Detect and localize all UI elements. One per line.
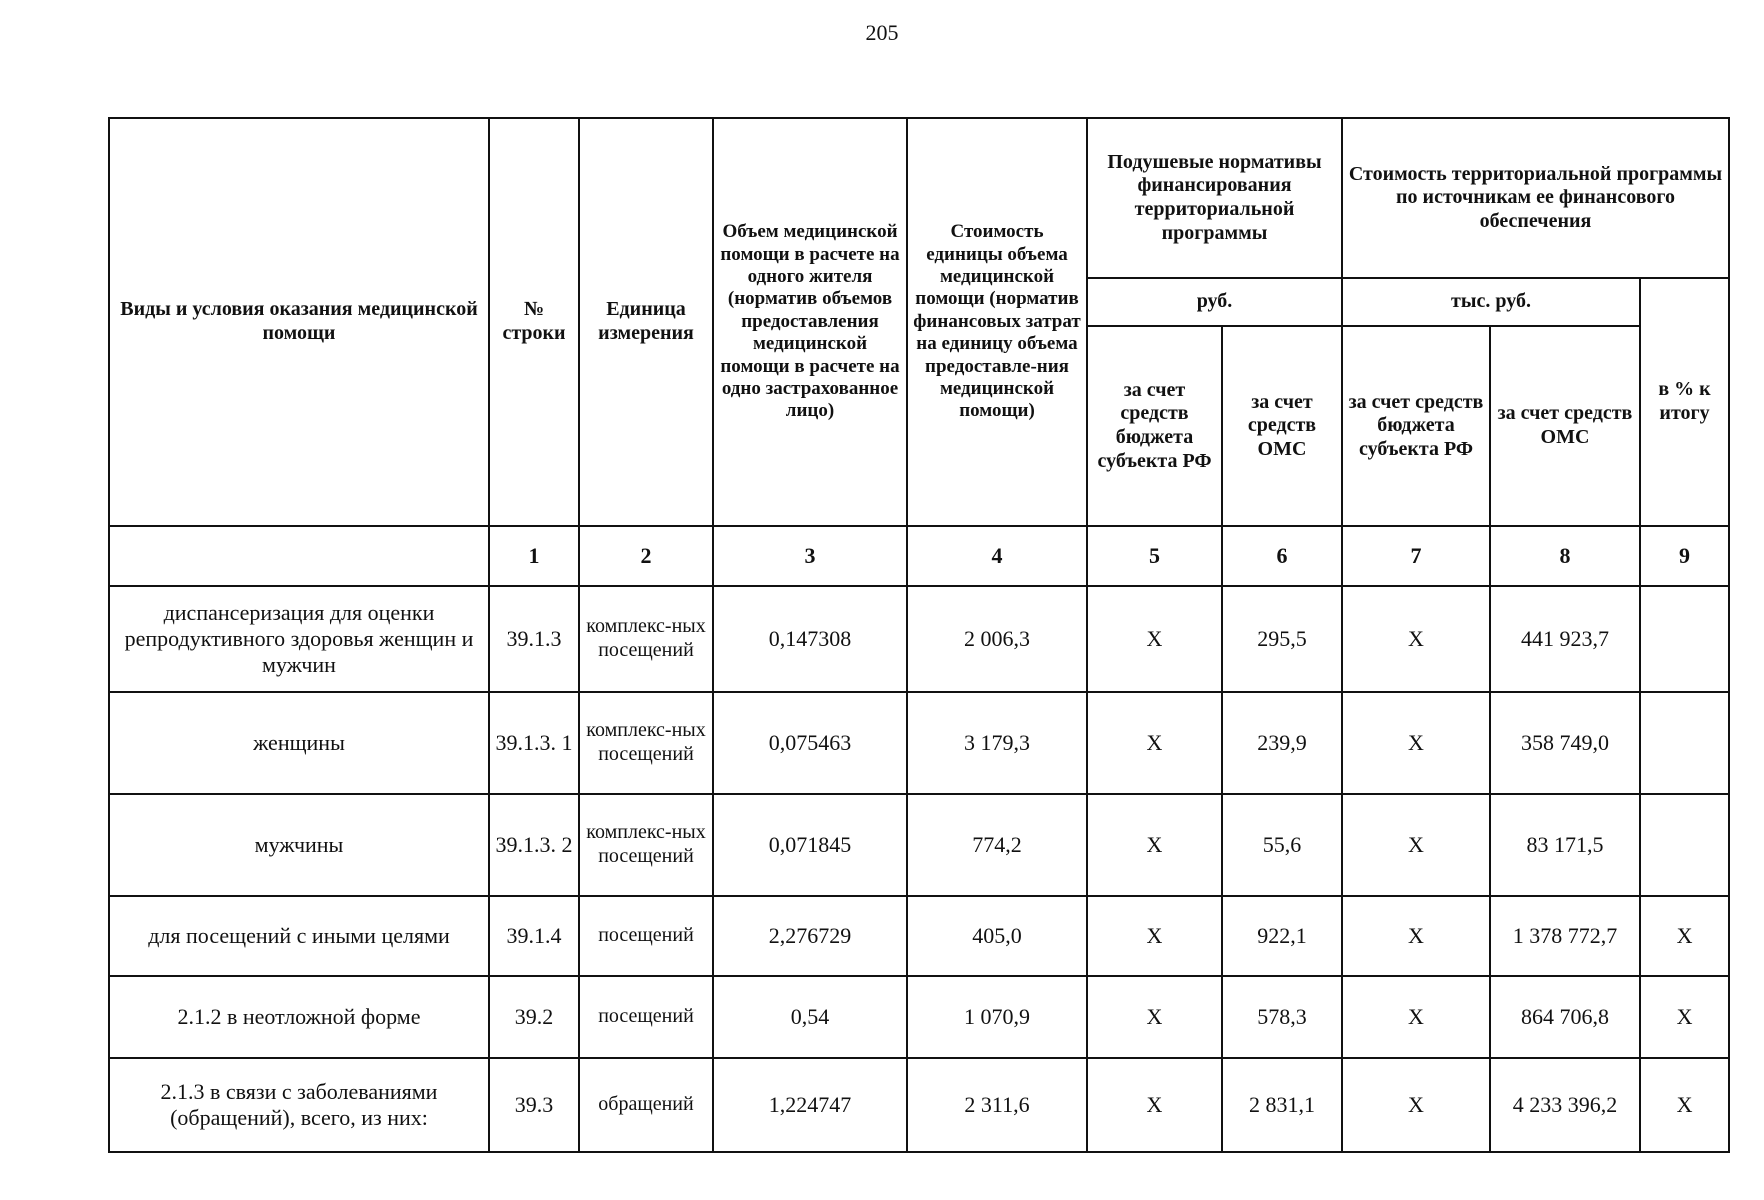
row-number: 39.1.3. 2 <box>489 794 579 896</box>
header-program-cost-group: Стоимость территориальной программы по источникам ее финансового обеспечения <box>1342 118 1729 278</box>
row-number: 39.2 <box>489 976 579 1058</box>
row-rub-budget: X <box>1087 1058 1222 1152</box>
row-cost: 2 311,6 <box>907 1058 1087 1152</box>
row-thr-budget: X <box>1342 692 1490 794</box>
row-unit: обращений <box>579 1058 713 1152</box>
row-cost: 2 006,3 <box>907 586 1087 692</box>
header-thr-oms: за счет средств ОМС <box>1490 326 1640 526</box>
table-row <box>109 692 1729 794</box>
row-thr-oms: 358 749,0 <box>1490 692 1640 794</box>
row-number: 39.1.3. 1 <box>489 692 579 794</box>
row-volume: 0,54 <box>713 976 907 1058</box>
row-thr-budget: X <box>1342 1058 1490 1152</box>
row-percent <box>1640 794 1729 896</box>
row-percent <box>1640 692 1729 794</box>
row-rub-budget: X <box>1087 692 1222 794</box>
row-cost: 774,2 <box>907 794 1087 896</box>
header-unit: Единица измерения <box>579 118 713 526</box>
row-rub-budget: X <box>1087 976 1222 1058</box>
row-rub-oms: 55,6 <box>1222 794 1342 896</box>
row-percent: X <box>1640 896 1729 976</box>
row-unit: посещений <box>579 896 713 976</box>
row-rub-oms: 578,3 <box>1222 976 1342 1058</box>
row-kind: 2.1.2 в неотложной форме <box>109 976 489 1058</box>
row-thr-budget: X <box>1342 976 1490 1058</box>
column-number: 5 <box>1087 526 1222 586</box>
row-thr-oms: 4 233 396,2 <box>1490 1058 1640 1152</box>
row-volume: 0,075463 <box>713 692 907 794</box>
row-volume: 0,147308 <box>713 586 907 692</box>
row-volume: 1,224747 <box>713 1058 907 1152</box>
header-thr-budget: за счет средств бюджета субъекта РФ <box>1342 326 1490 526</box>
column-number-blank <box>109 526 489 586</box>
header-row-no: № строки <box>489 118 579 526</box>
row-thr-oms: 1 378 772,7 <box>1490 896 1640 976</box>
column-number: 9 <box>1640 526 1729 586</box>
row-cost: 1 070,9 <box>907 976 1087 1058</box>
column-number: 1 <box>489 526 579 586</box>
header-row-1 <box>109 118 1729 278</box>
table-row <box>109 1058 1729 1152</box>
header-unit-thousand-rub: тыс. руб. <box>1342 278 1640 326</box>
row-rub-oms: 2 831,1 <box>1222 1058 1342 1152</box>
row-percent <box>1640 586 1729 692</box>
row-number: 39.3 <box>489 1058 579 1152</box>
row-thr-budget: X <box>1342 586 1490 692</box>
row-unit: комплекс-ных посещений <box>579 692 713 794</box>
header-unit-rub: руб. <box>1087 278 1342 326</box>
row-rub-budget: X <box>1087 794 1222 896</box>
table-row <box>109 586 1729 692</box>
column-numbers-row <box>109 526 1729 586</box>
row-percent: X <box>1640 1058 1729 1152</box>
row-rub-oms: 922,1 <box>1222 896 1342 976</box>
row-kind: 2.1.3 в связи с заболеваниями (обращений), всего, из них: <box>109 1058 489 1152</box>
row-kind: диспансеризация для оценки репродуктивного здоровья женщин и мужчин <box>109 586 489 692</box>
row-cost: 405,0 <box>907 896 1087 976</box>
column-number: 3 <box>713 526 907 586</box>
row-rub-budget: X <box>1087 896 1222 976</box>
row-rub-oms: 239,9 <box>1222 692 1342 794</box>
row-number: 39.1.4 <box>489 896 579 976</box>
financing-table <box>108 117 1730 1153</box>
row-thr-oms: 441 923,7 <box>1490 586 1640 692</box>
header-kind: Виды и условия оказания медицинской помощи <box>109 118 489 526</box>
header-rub-oms: за счет средств ОМС <box>1222 326 1342 526</box>
row-rub-budget: X <box>1087 586 1222 692</box>
row-number: 39.1.3 <box>489 586 579 692</box>
row-unit: комплекс-ных посещений <box>579 586 713 692</box>
page-number: 205 <box>865 20 899 45</box>
column-number: 2 <box>579 526 713 586</box>
row-cost: 3 179,3 <box>907 692 1087 794</box>
table-row <box>109 976 1729 1058</box>
header-per-capita-group: Подушевые нормативы финансирования территориальной программы <box>1087 118 1342 278</box>
header-volume: Объем медицинской помощи в расчете на одного жителя (норматив объемов предоставления медицинской помощи в расчете на одно застрахованное лицо) <box>713 118 907 526</box>
column-number: 7 <box>1342 526 1490 586</box>
row-kind: женщины <box>109 692 489 794</box>
column-number: 8 <box>1490 526 1640 586</box>
row-thr-budget: X <box>1342 794 1490 896</box>
row-thr-budget: X <box>1342 896 1490 976</box>
row-rub-oms: 295,5 <box>1222 586 1342 692</box>
row-percent: X <box>1640 976 1729 1058</box>
header-rub-budget: за счет средств бюджета субъекта РФ <box>1087 326 1222 526</box>
table-row <box>109 896 1729 976</box>
column-number: 4 <box>907 526 1087 586</box>
column-number: 6 <box>1222 526 1342 586</box>
row-thr-oms: 83 171,5 <box>1490 794 1640 896</box>
header-percent: в % к итогу <box>1640 278 1729 526</box>
row-unit: комплекс-ных посещений <box>579 794 713 896</box>
row-thr-oms: 864 706,8 <box>1490 976 1640 1058</box>
header-cost: Стоимость единицы объема медицинской помощи (норматив финансовых затрат на единицу объема предоставле-ния медицинской помощи) <box>907 118 1087 526</box>
row-kind: для посещений с иными целями <box>109 896 489 976</box>
table-row <box>109 794 1729 896</box>
row-volume: 2,276729 <box>713 896 907 976</box>
row-kind: мужчины <box>109 794 489 896</box>
row-volume: 0,071845 <box>713 794 907 896</box>
row-unit: посещений <box>579 976 713 1058</box>
